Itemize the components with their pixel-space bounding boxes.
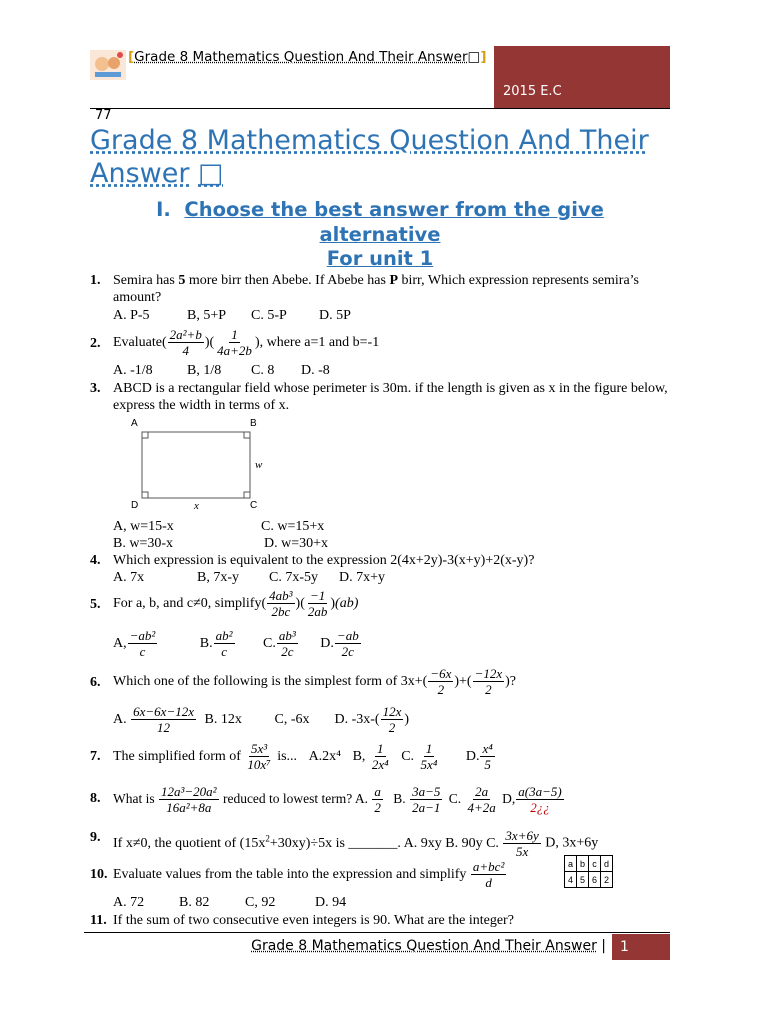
option-d: D. w=30+x [264,536,329,551]
option-d: D. -8 [301,363,330,378]
option-d-label: D. [465,749,480,764]
option-d-suffix: ) [404,712,410,727]
section-unit-text: For unit 1 [326,247,434,270]
numerator: 1 [377,741,384,757]
question-suffix: )? [505,674,517,689]
option-c: C. 5-P [251,308,287,323]
section-heading-2 [90,223,670,247]
question-text: If x≠0, the quotient of $(15x^2+30xy)\div 5x$ is _______. A. 9xy B. 90y C. [113,833,499,851]
vertex-c-label: C [250,500,258,511]
answer-options [113,569,673,586]
header-title: [Grade 8 Mathematics Question And Their Answer□] [128,49,487,65]
fraction [215,327,254,358]
denominator: 16a²+8a [166,800,212,816]
denominator: 2a−1 [412,800,441,816]
question-text: Evaluate( $\frac{\text{2a²+b}}{4}$ )( $\frac{1}{4a+2b}$ ), where a=1 and b=-1 [113,327,380,359]
option-d-fraction [480,741,494,772]
question-number: 6. [90,675,101,690]
option-b: B, 1/8 [187,363,222,378]
question-6 [90,664,670,740]
question-number: 1. [90,273,101,288]
numerator: −ab² [129,628,156,644]
question-prefix: What is [113,791,155,806]
vertex-d-label: D [131,500,139,511]
fraction [428,666,453,697]
question-text [113,664,673,700]
question-number: 7. [90,749,101,764]
answer-options [113,626,673,662]
fraction [473,666,505,697]
option-a: A. P-5 [113,308,150,323]
page-ref: 77 [95,108,112,123]
option-a-fraction [372,784,383,815]
values-table [564,855,613,888]
header-title-text: Grade 8 Mathematics Question And Their Answer [134,49,468,65]
numerator: x⁴ [482,741,493,757]
question-number: 2. [90,336,101,351]
option-a-fraction [128,628,158,659]
numerator: 12x [382,704,402,720]
numerator: 2a [475,784,489,800]
question-text: Semira has 5 more birr then Abebe. If Abebe has P birr, Which expression represents semira’s amount? [113,273,640,305]
option-b: B, 7x-y [197,570,239,585]
option-c-fraction [419,741,440,772]
question-2 [90,326,670,378]
question-suffix: is... [277,749,298,764]
rectangle-figure [128,418,278,514]
question-4 [90,552,670,588]
header-rule [90,108,670,109]
numerator: 2a²+b [169,327,202,343]
question-number: 5. [90,597,101,612]
denominator: 5x [515,843,529,859]
option-c-label: C. [448,791,462,806]
option-d-fraction [516,784,563,815]
fraction [168,327,204,358]
question-prefix: The simplified form of [113,749,241,764]
question-number: 11. [90,913,107,928]
question-number: 9. [90,830,101,845]
page-number: 1 [620,939,629,955]
option-c: C, -6x [274,712,310,727]
numerator: 1 [231,327,238,343]
option-c: C. 7x-5y [269,570,318,585]
option-c: C, 92 [245,895,276,910]
denominator: 10x⁷ [247,757,271,773]
table-row [565,872,613,888]
option-d-fraction [381,704,404,735]
question-prefix: Evaluate [113,335,162,350]
option-a-label: A. [113,712,127,727]
question-text: ABCD is a rectangular field whose perimeter is 30m. if the length is given as x in the figure below, express the width in terms of x. [113,381,668,413]
fraction [306,588,330,619]
numerator: ab³ [278,628,296,644]
denominator: 2ab [307,604,328,620]
answer-options [113,894,346,911]
question-suffix: reduced to lowest term? [222,791,353,806]
question-mid: )+( [454,674,472,689]
question-number: 8. [90,791,101,806]
numerator: a [374,784,381,800]
option-c-label: C. [401,749,415,764]
numerator: a(3a−5) [518,784,562,800]
question-number: 10. [90,867,108,882]
option-d: D. 94 [315,895,347,910]
option-c-label: C. [263,636,276,651]
table-row [565,856,613,872]
header-year-box [494,46,670,108]
question-text: If the sum of two consecutive even integers is 90. What are the integer? [113,913,514,928]
question-text: Evaluate values from the table into the expression and simplify [113,867,467,882]
numerator: −6x [430,666,452,682]
option-a-label: A. [354,791,369,806]
vertex-b-label: B [250,418,257,429]
denominator: 2x⁴ [371,757,389,773]
question-number: 4. [90,553,101,568]
denominator: d [485,875,492,891]
denominator: 2 [388,720,396,736]
option-a: A. 72 [113,895,145,910]
denominator: 2 [374,800,381,816]
option-c: C. w=15+x [261,519,325,534]
option-c-fraction [503,828,540,859]
option-d: D, 3x+6y [545,835,599,851]
option-b-fraction [410,784,442,815]
section-heading-line2: alternative [319,223,441,246]
denominator: 2c [341,644,354,660]
answer-options [113,702,673,738]
denominator: 2bc [271,604,291,620]
denominator: 4a+2b [217,343,252,359]
question-prefix: For a, b, and c≠0, simplify [113,596,262,611]
question-prefix: Which one of the following is the simplest form of 3x+( [113,674,428,689]
section-heading [90,198,670,222]
option-a: A.2x⁴ [308,749,342,764]
option-d-label: D. [320,636,334,651]
header-year: 2015 E.C [503,84,562,99]
denominator: 5x⁴ [420,757,438,773]
option-d-label: D. -3x-( [334,712,380,727]
option-c-fraction [277,628,298,659]
option-a: A. -1/8 [113,363,153,378]
option-d-fraction [335,628,361,659]
question-1 [90,272,670,322]
option-c: C. 8 [251,363,275,378]
denominator: 2¿¿ [530,800,550,816]
numerator: 3a−5 [412,784,441,800]
option-b: B. w=30-x [113,536,174,551]
table-cell: d [601,856,613,872]
numerator: 6x−6x−12x [133,704,194,720]
question-suffix: (ab) [335,596,359,611]
table-cell: 5 [577,872,589,888]
option-a-fraction [131,704,196,735]
numerator: a+bc² [472,859,505,875]
numerator: −12x [474,666,503,682]
answer-options [113,362,673,379]
table-cell: b [577,856,589,872]
option-b-label: B, [352,749,366,764]
fraction [159,784,219,815]
option-a-label: A, [113,636,127,651]
denominator: 12 [157,720,171,736]
option-a: A. 7x [113,570,145,585]
question-5 [90,586,670,666]
denominator: 2 [437,682,445,698]
denominator: c [221,644,227,660]
option-d: D. 7x+y [339,570,386,585]
section-heading-line1: Choose the best answer from the give [184,198,604,221]
denominator: 2 [485,682,492,698]
table-cell: 6 [589,872,601,888]
option-a: A, w=15-x [113,519,174,534]
numerator: 12a³−20a² [161,784,217,800]
footer-separator: | [601,938,606,954]
numerator: −1 [309,588,326,604]
footer-title [200,938,606,954]
answer-options [113,307,673,324]
option-b: B, 5+P [187,308,227,323]
question-number: 3. [90,381,101,396]
vertex-a-label: A [131,418,138,429]
fraction [245,741,272,772]
length-label: x [194,500,199,512]
footer-rule [84,932,670,933]
table-cell: a [565,856,577,872]
option-b-label: B. [393,791,406,806]
page-title-text: Grade 8 Mathematics Question And Their Answer [90,125,649,189]
numerator: ab² [215,628,233,644]
section-roman: I. [156,198,171,221]
denominator: 4+2a [467,800,496,816]
denominator: 5 [484,757,491,773]
page-title: Grade 8 Mathematics Question And Their Answer □ [90,125,649,189]
table-cell: c [589,856,601,872]
numerator: 4ab³ [269,588,293,604]
section-unit [90,247,670,271]
denominator: 2c [281,644,294,660]
option-b: B. 82 [179,895,210,910]
option-b-fraction [370,741,391,772]
fraction [267,588,294,619]
fraction [471,859,506,890]
footer-title-text: Grade 8 Mathematics Question And Their Answer [251,938,597,954]
page-number-box [612,934,670,960]
option-b: B. 12x [204,712,242,727]
numerator: 3x+6y [505,827,539,843]
option-c-fraction [465,784,497,815]
question-8 [90,780,670,820]
question-text: For a, b, and c≠0, simplify( $\frac{\text{4ab³}}{2bc}$ )( $\frac{-1}{2ab}$ )(ab) [113,588,359,620]
option-b-label: B. [199,636,213,651]
question-text: Which expression is equivalent to the expression 2(4x+2y)-3(x+y)+2(x-y)? [113,553,535,568]
denominator: 4 [182,343,189,359]
question-9 [90,820,670,859]
numerator: 1 [425,741,433,757]
option-d: D. 5P [319,308,351,323]
question-11 [90,912,670,930]
table-cell: 4 [565,872,577,888]
option-d-label: D, [502,791,516,806]
question-7 [90,738,670,778]
question-suffix: , where a=1 and b=-1 [259,335,380,350]
denominator: c [139,644,146,660]
option-b-fraction [214,628,235,659]
numerator: −ab [336,628,359,644]
width-label: w [255,459,263,471]
numerator: 5x³ [250,741,268,757]
table-cell: 2 [601,872,613,888]
